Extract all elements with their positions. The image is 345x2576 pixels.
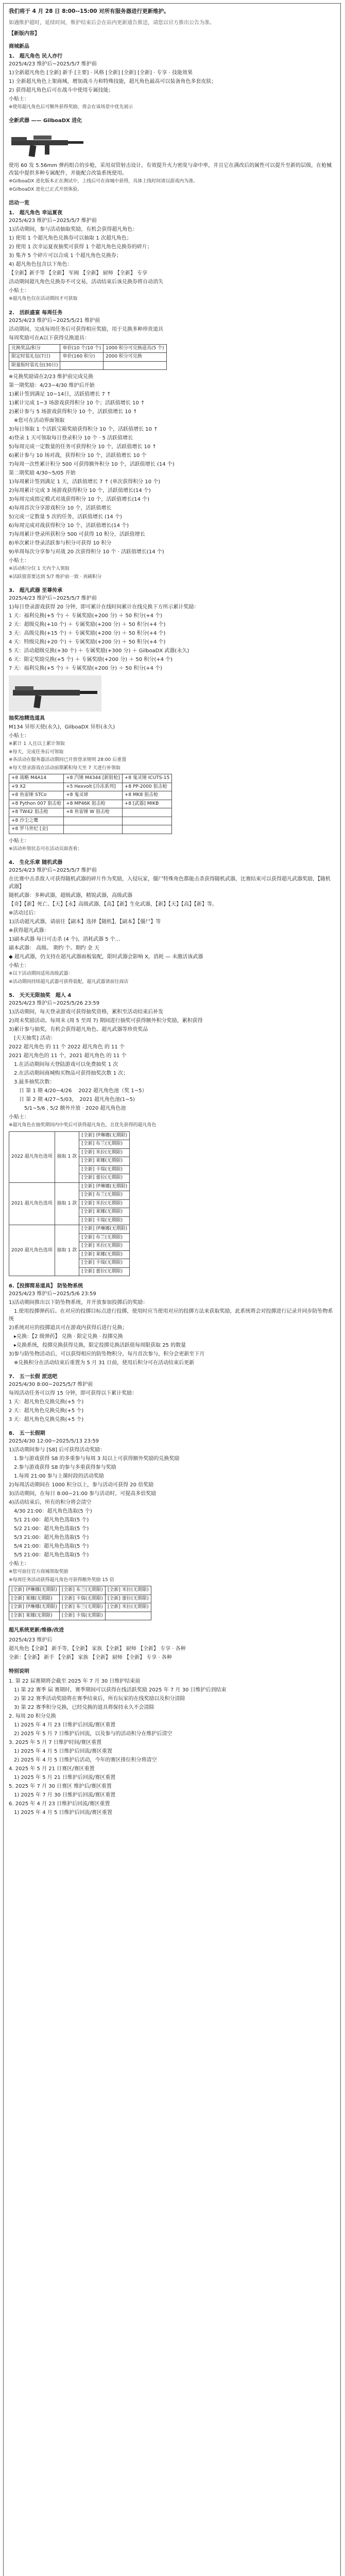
fix-item: 4. 2025 年 5 月 21 日赛区/赛区重置 [9,1766,95,1772]
e2-line: 9)单周每次分享参与对战 20 次获得积分 10 个 ⋅ 活跃值增长(14 个) [9,549,164,555]
table-cell: [全新] 卡瑞(无期限) [59,1612,105,1620]
intro: 如遇维护超时，延续时间，维护结束后会在站内更新通告推送，请您以官方推出公告为准。 [9,20,215,26]
e5-line: 2022 超凡角色 的 11 个 2022 超凡角色 的 11 个 [9,1044,125,1050]
e7-line: 2 天：超凡角色兑换兑换(+5 个) [9,1408,84,1414]
table-row [9,361,167,370]
e4-line: 1)活动超凡武器，请前往【副本】选择【随机】，【副本】【僵尸】等 [9,919,161,925]
pool-count: 抽取 1 款 [55,1225,79,1276]
sys-time: 2025/4/23 维护后 [9,1637,53,1643]
e2-line: 1)累计完成 1~3 场游戏获得积分 10 个；活跃值增长 10 ↑ [9,400,145,406]
e6-line: ▸兑换：【2 级弹药】 兑换 ⋅ 限定兑换 ⋅ 投掷兑换 [9,1334,123,1340]
section-events: 活动一览 [9,200,29,207]
table-row [9,783,172,791]
event-7 [9,1373,335,1423]
pool-item: [全新] 莱娜(无期限) [79,1250,130,1259]
e1-line: 3) 集齐 5 个碎片可以合成 1 个超凡角色兑换券； [9,253,122,259]
event-8 [9,1430,335,1620]
sys-line: 超凡角色【全新】 新手等，【全新】 家族 【全新】 厨师 【全新】 专享 ⋅ 各种 [9,1646,186,1652]
e8-note: 小贴士： [9,1561,29,1567]
w2-desc3: ※GilboaDX 进化已正式开放体验。 [9,187,82,192]
e3-table [9,774,172,834]
pool-item: [全新] 米拉(无期限) [79,1242,130,1251]
e6-line: 1.使用投掷弹药后。在对应的投掷目标点进行投掷，使用时应当使用对应的投掷方法来获取奖励，此系统将会对投掷进行记录并同步防坠物系统 [9,1309,333,1323]
fix-item: 2) 第 22 赛季活动奖励将在赛季结束后，所有玩家的在线奖励以及积分清除 [9,1696,185,1702]
e2-line: 4)每周首次分享游戏积分 10 个，活跃值增长 [9,505,112,512]
table-row [9,817,172,825]
e5-note2: ※超凡角色在抽奖期间内中奖后可获得超凡角色，且优先获得的超凡角色 [9,1123,157,1128]
table-row [9,774,172,783]
table-row [9,791,172,800]
e8-line: 5/4 21:00：超凡角色选取(5 个) [9,1544,89,1550]
e2-note-line: ※活动积分仅 1 天内个人领取 [9,566,70,572]
e8-note3: ※每周任务活动获得超凡角色可获得额外奖励 15 倍 [9,1577,114,1583]
e5-line: 2.在活动期间商城购买物品可获得抽奖次数 1 次； [9,1071,129,1077]
fix-items [9,1677,335,1817]
e2-note: 小贴士： [9,558,29,564]
e6-lines [9,1299,335,1367]
e3-time: 2025/4/23 维护后~2025/5/7 维护前 [9,596,97,602]
table-cell: 兑换奖品/积分 [9,344,60,353]
table-cell: 单价(10 个/10 个) [60,344,104,353]
e2-line: 5)完成一定数量 5 次的任务，活跃值增长 (14 个) [9,514,122,520]
e5-line: 2021 超凡角色的 11 个，2021 超凡角色 的 11 个 [9,1053,127,1059]
fix-item: 1) 第 22 赛季 届 赛期时，赛季期间可以获得在线活跃奖励 2025 年 7 月 30 日维护后到结束 [9,1687,227,1693]
fix-item: 1) 2025 年 5 月 21 日维护后回流/赛区重置 [9,1775,116,1781]
table-cell: +8 鬼灵球 [64,791,123,800]
e3-line: 7 天：福利兑换(+5 个) ＋ 专属奖励(+200 分) ＋ 50 积分(+4 个) [9,666,163,672]
fix-item: 3) 第 22 赛季积分兑换，已经兑换的道具将保持永久不会清除 [9,1705,154,1711]
e6-line: 1)活动期间推出以下防坠物系统，并开放参加投掷后的奖励： [9,1300,148,1306]
e3-line: 2 天：超级兑换(+10 个) ＋ 专属奖励(+200 分) ＋ 50 积分(+4 个) [9,622,166,628]
e2-time: 2025/4/23 维护后~2025/5/21 维护前 [9,317,100,324]
fix-item: 5. 2025 年 7 月 30 日赛区 维护后/赛区重置 [9,1784,112,1790]
fix-item: 2) 2025 年 4 月 5 日维护后活动，今年的赛区排位积分将清空 [9,1757,157,1764]
event-5 [9,992,335,1276]
e2-line: 6)每周完成对战获得积分 10 个，活跃值增长(14 个) [9,523,129,529]
e4-line: 副本武器： 高级。 期约 个。期约 金 天 [9,945,99,952]
e2-note-line: ※活跃值需要达到 5/7 维护前一致 ⋅ 再刷积分 [9,574,102,580]
e8-line: 1)活动期间参与 [S8] 后可获得活动奖励： [9,1447,106,1453]
e1-line: 1)活动期间，参与活动抽取奖励，有机会获得超凡角色： [9,227,138,233]
e1-line: 活动期间超凡角色兑换券不可交易，活动结束后该兑换券将自动消失 [9,279,163,285]
e8-line: 5/1 21:00：超凡角色选取(5 个) [9,1517,89,1523]
pool-name: 2020 超凡角色选项 [9,1225,55,1276]
e8-line: 5/2 21:00：超凡角色选取(5 个) [9,1526,89,1532]
table-cell [64,817,123,825]
e5-line: 3)累计参与抽奖，有机会获得超凡角色、超凡武器等珍贵奖品 [9,1027,148,1033]
e3-subtitle2: ※每天登录游戏在活动前期累积每天至 7 天进行补领取 [9,765,120,771]
rifle-image-2 [9,675,101,711]
table-cell: [全新] 布兰(无期限) [59,1603,105,1612]
e3-note: 小贴士： [9,733,29,739]
e2-lines2 [9,373,335,556]
pool-count: 抽取 1 款 [55,1131,79,1182]
section-sys: 超凡系统更新/维修/改进 [9,1628,64,1634]
e3-line: 1 天：福利兑换(+5 个) ＋ 专属奖励(+200 分) ＋ 50 积分(+4 个) [9,613,163,619]
table-cell: [全新] 米拉(无期限) [105,1586,151,1595]
table-cell: +8 PP-2000 狙击枪 [122,783,171,791]
e8-title: 8. 五一长假期 [9,1431,45,1437]
table-cell [104,361,166,370]
pool-item: [全新] 伊琳娜(无期限) [79,1182,130,1191]
e2-title: 2. 活跃盛宴 每周任务 [9,310,63,316]
e3-note3: ※活动补领状态可在活动页面查看； [9,846,82,852]
table-row [9,344,167,353]
section-fix: 特别说明 [9,1669,29,1675]
e8-line: 3)活动期间，在每日 8:00~21:00 参与活动时，可提高多倍奖励 [9,1491,157,1497]
w1-note2: ※使用超凡角色后可额外获得奖励，将会在该场景中优先展示 [9,104,133,110]
e2-line: 2)累计参与 5 场游戏获得积分 10 个，活跃值增长 10 ↑ [9,409,137,415]
e8-table [9,1586,151,1620]
e8-lines [9,1446,335,1559]
e5-line: 日 第 1 期 4/20~4/26 2022 超凡角色池（奖 1~5） [9,1088,147,1094]
w1-time: 2025/4/23 维护后~2025/5/7 维护前 [9,61,97,67]
sys-block [9,1636,335,1662]
e2-line: 3)每日领取 1 个活跃宝箱奖励获得积分 10 个，活跃值增长 10 ↑ [9,427,158,433]
e8-time: 2025/4/30 12:00~2025/5/13 23:59 [9,1438,99,1445]
fix-item: 1) 2025 年 4 月 23 日维护后回流/赛区重置 [9,1722,116,1728]
table-row [9,1603,151,1612]
e7-line: 1 天：超凡角色兑换兑换(+5 个) [9,1399,84,1405]
e5-note: 小贴士： [9,1114,29,1121]
pool-item: [全新] 卡瑞(无期限) [79,1165,130,1174]
e4-note2: ※以下活动期间适用高级武器： [9,971,73,977]
pool-item: [全新] 布兰(无期限) [79,1191,130,1200]
table-cell [122,817,171,825]
table-cell: +8 鱼雷锤 STCo [9,791,64,800]
e3-line: 6 天：限定奖励兑换(+5 个) ＋ 专属奖励(+200 分) ＋ 50 积分(+4 个) [9,657,173,663]
e3-title: 3. 超凡武器 至尊传承 [9,588,63,594]
pool-item: [全新] 伊琳娜(无期限) [79,1131,130,1140]
e3-note-line: ※累计 1 人且以上累计领取 [9,741,65,747]
e2-line: 1)每周累计签到满足 1 天，活跃值增长 7 ↑ (单次获得积分 10 个) [9,479,161,485]
e2-table [9,344,167,370]
e3-note-line: ※每天，完成任务后可领取 [9,749,64,755]
table-cell: [全新] 莱娜(无期限) [9,1595,60,1603]
pool-item: [全新] 莱娜(无期限) [79,1157,130,1166]
table-row [9,800,172,808]
e3-line: 3 天：高级兑换(+15 个) ＋ 专属奖励(+200 分) ＋ 50 积分(+4 个) [9,631,166,637]
table-cell: +9 X2 [9,783,64,791]
e8-line: 4/30 21:00：超凡角色选取(5 个) [9,1509,92,1515]
table-cell: +8 MP46K 狙击枪 [64,800,123,808]
e8-line: 4)活动结束后，所有的积分将会清空 [9,1500,92,1506]
pool-item: [全新] 莱娜(无期限) [79,1208,130,1217]
e1-line: 1) 使用 1 个超凡角色兑换券可以抽取 1 次超凡角色； [9,235,132,242]
table-cell: +8 [武器] MIKB [122,800,171,808]
rifle-image [9,128,86,159]
fix-item: 6. 2025 年 4 月 23 日维护后回流/赛区重置 [9,1801,110,1807]
table-row [9,1612,151,1620]
w1-detail: 1) 全新超凡角色上架商城，增加战斗力和特殊技能，超凡角色最高可以装备角色多套皮肤； [9,78,217,84]
table-cell: [全新] 伊琳娜(无期限) [9,1586,60,1595]
e8-line: 5/5 21:00：超凡角色选取(5 个) [9,1552,89,1558]
table-cell: +8 Python 007 狙击枪 [9,800,64,808]
tag-new: 【新版内容】 [9,30,40,37]
e6-title: 6.【投掷简易道具】 防坠物系统 [9,1283,83,1290]
event-4 [9,859,335,986]
e2-line: ※兑换奖励请在2/23 维护前完成兑换 [9,374,94,380]
e8-line: 2)每周活动期间在 1000 积分以上，参与活动可获得 20 倍奖励 [9,1482,154,1488]
e4-line: 随机武器：多种武器，超级武器，精锐武器，高级武器 [9,893,132,899]
e3-lines [9,603,335,672]
e2-line: 第一期奖励：4/23~4/30 维护后开始 [9,383,95,389]
e8-line: 1.每周 21:00 参与上课时段的活动奖励 [9,1473,104,1480]
e8-line: 5/3 21:00：超凡角色选取(5 个) [9,1535,89,1541]
table-cell [64,825,123,834]
table-cell: +5 Hexvolt [冷冻系列] [64,783,123,791]
table-cell: 2000 积分可兑换 [104,353,166,362]
notice-frame [3,3,341,2576]
table-cell: +8 鱼雷锤 W 狙击枪 [64,808,123,817]
table-cell [105,1612,151,1620]
e1-line: 2) 使用 1 次幸运夏夜抽奖可获得 1 个超凡角色兑换券的碎片； [9,244,152,250]
fix-item: 2. 每周 20 积分兑换 [9,1714,56,1720]
e4-note3: ※活动期间持续超凡武器可获得装配，超凡武器请前往商店 [9,979,129,985]
table-cell [122,808,171,817]
e5-line: 5/1~5/6 , 5/2 额外开放 ⋅ 2020 超凡角色池 [9,1106,126,1112]
e2-line: 活动期间，完成每周任务后可获得相应奖励，用于兑换多种珍贵道具 [9,326,163,332]
e4-line: ◆ 超凡武器，仍支持在超凡武器面板装配，限时武器会影响 X，消耗 — 未激活该武器 [9,954,203,960]
table-cell: +8 MK8 狙击枪 [122,791,171,800]
table-cell: [全新] 蕾拉(无期限) [105,1595,151,1603]
e4-line: 1)副本武器 每日可击杀 (4 个)，消耗武器 5 个… [9,937,120,943]
e5-line: [天天抽奖] 活动： [9,1036,56,1042]
w2-desc: 使用 60 发 5.56mm 弹药组合的步枪，采用双管射击设计，有效提升火力密度与命中率，并且它在满改后的属性可以提升至新的层级，在枪械改装中提供多种专属配件，并能配合改装系统使用。 [9,163,332,177]
e3-pool-desc: M134 异形天使(永久)，GilboaDX 异形(永久) [9,724,115,731]
e3-line: 5 天：活动超级兑换(+30 个) ＋ 专属奖励(+300 分) ＋ GilboaDX 武器(永久) [9,648,189,654]
table-row [9,1586,151,1595]
e8-note2: ※您可前往官方商城领取奖励 [9,1569,68,1575]
fix-item: 3. 2025 年 5 月 7 日维护时间/赛区重置 [9,1740,102,1746]
pool-row [9,1131,130,1140]
pool-row [9,1225,130,1234]
pool-item: [全新] 布兰(无期限) [79,1140,130,1149]
pool-item: [全新] 布兰(无期限) [79,1233,130,1242]
fix-item: 1) 2025 年 4 月 5 日维护后回流/赛区重置 [9,1749,112,1755]
e7-title: 7. 五一长假 派送吧 [9,1374,58,1380]
pool-item: [全新] 卡瑞(无期限) [79,1259,130,1268]
e1-title: 1. 超凡角色 幸运夏夜 [9,210,63,216]
e4-line: ※获得超凡武器： [9,928,49,934]
pool-item: [全新] 蕾拉(无期限) [79,1267,130,1276]
e4-line: ※活动过后： [9,910,39,917]
w1-detail2: 2) 获得超凡角色后可在战斗中使用专属技能； [9,87,114,93]
e3-subtitle: ※各活动在服务器活动期间已开放登录规则 28:00 后重置 [9,757,127,763]
e7-time: 2025/4/30 8:00~2025/5/7 维护前 [9,1382,93,1388]
weapon-2 [9,117,335,193]
e1-line: 【全新】新手等 【全新】 军阀 【全新】 厨师 【全新】 专享 [9,270,148,277]
e2-line: 3)每周完成指定模式对战获得积分 10 个，活跃值增长(14 个) [9,497,150,503]
e3-pool-title: 抽奖池精选道具 [9,716,45,722]
w1-note: 小贴士： [9,96,29,102]
table-cell: 限量版时装礼包(30日) [9,361,60,370]
e5-line: 3.最多抽奖次数： [9,1079,55,1086]
e6-line: ▸兑换系统，投掷兑换获得兑换，限定投掷兑换活跃值每周限获取 25 的数量 [9,1343,186,1349]
event-1 [9,209,335,303]
table-row [9,353,167,362]
e7-line: 每周活动任务可以得 15 分钟，即可获得以下累计奖励： [9,1391,137,1397]
table-cell: 单价(160 积分) [60,353,104,362]
pool-item: [全新] 蕾拉(无期限) [79,1174,130,1183]
e2-line: 5)每周完成一定数量的任务可获得积分 10 个，活跃值增长 10 ↑ [9,444,157,450]
e4-lines [9,875,335,961]
table-row [9,808,172,817]
w2-title: 全新武器 —— GilboaDX 进化 [9,118,82,124]
fix-item: 1. 第 22 届赛期将会截至 2025 年 7 月 30 日维护结束前 [9,1679,141,1685]
w1-title: 1. 超凡角色 民人亦行 [9,53,63,59]
table-cell: +8 TW42 狙击枪 [9,808,64,817]
e2-line: 1)累计签到满足 10~14日，活跃值增长 7 ↑ [9,392,111,398]
section-weapons: 商城新品 [9,43,29,49]
table-cell: +8 汽锤 M4344 [新狙枪] [64,774,123,783]
table-cell: [全新] 米拉(无期限) [105,1603,151,1612]
e5-pool-table [9,1131,130,1277]
table-cell: +8 鬼灵锤 ICUTS-15 [122,774,171,783]
event-3 [9,587,335,853]
pool-item: [全新] 米拉(无期限) [79,1199,130,1208]
fix-item: 2) 2025 年 5 月 7 日维护后回流，以及参与的活动积分在维护后清空 [9,1731,173,1737]
pool-item: [全新] 伊琳娜(无期限) [79,1225,130,1234]
e1-note: 小贴士： [9,288,29,294]
sys-line2: 全新：【全新】 新手 【全新】 家族 【全新】 厨师 【全新】 专享 ⋅ 各种 [9,1655,172,1661]
table-cell [60,361,104,370]
e5-line: 2)周末奖励活动。每周末 (周 5 至周 7) 期间进行抽奖可获得额外积分奖励，累积获得 [9,1018,203,1024]
table-cell: 1000 积分可兑换道具(5 个) [104,344,166,353]
e4-line: 在比赛中击杀敌人可获得随机武器的碎片作为奖励，入侵玩家，僵尸特殊角色都能击杀获得随机武器，比赛结束可以获得超凡武器奖励，【随机武器】 [9,876,331,890]
fix-item: 1) 2025 年 4 月 5 日维护后回流/赛区重置 [9,1810,112,1816]
event-2 [9,309,335,581]
e5-title: 5. 天天无限抽奖 超人 4 [9,993,72,999]
e2-line: ※您可在活动界面领取 [9,418,65,424]
e3-note2: 小贴士： [9,838,29,844]
table-cell: +8 罗马世纪 [金] [9,825,64,834]
e6-time: 2025/4/23 维护后~2025/5/6 23:59 [9,1291,96,1297]
e2-line: 第二期奖励 4/30~5/05 开始 [9,470,76,477]
weapon-1 [9,53,335,111]
w1-desc: 1)全新超凡角色 [全新] 新手 [主要] ⋅ 风格 [全新] [全新] [全新] ⋅ 专享 ⋅ 技能效果 [9,70,193,76]
e4-note: 小贴士： [9,963,29,969]
fix-item: 1) 2025 年 7 月 30 日维护后回流/赛区重置 [9,1792,116,1799]
e2-line: 4)登录 1 天可领取每日登录积分 10 个 ⋅ 5 活跃值增长 [9,435,133,442]
table-cell [122,825,171,834]
e3-line: 4 天：特级兑换(+20 个) ＋ 专属奖励(+200 分) ＋ 50 积分(+4 个) [9,639,166,646]
e1-note2: ※超凡角色仅在活动期间才可获取 [9,296,78,302]
e2-line: 6)累计参与 10 场对战，获得积分 10 个，活跃值增长 10 个 [9,453,147,459]
e2-line: 每周奖励可在A以下获得兑换道具： [9,335,90,341]
pool-name: 2022 超凡角色选项 [9,1131,55,1182]
e6-line: ※兑换积分在活动结束后重置为 5 月 31 日前，使用后积分可在活动结束后更新 [9,1360,195,1366]
headline: 我们将于 4 月 28 日 8:00--15:00 对所有服务器进行更新维护。 [9,8,169,14]
e1-time: 2025/4/23 维护后~2025/5/7 维护前 [9,218,97,224]
e7-lines [9,1389,335,1423]
table-row [9,825,172,834]
e2-line: 7)每周一次性累计积分 500 可获得额外积分 10 个，活跃值增长 (14 个) [9,462,175,468]
e5-line: 日 第 2 期 4/27~5/03， 2021 超凡角色池(1~5) [9,1097,135,1103]
e5-line: 1)活动期间，每天登录游戏可获得抽奖资格，累积至活动结束后补发 [9,1009,164,1015]
table-row [9,1595,151,1603]
e8-line: 1.参与游戏获得 S8 的多重参与每周 3 局以上可获得额外奖励的兑换奖励 [9,1456,180,1462]
w2-desc2: ※GilboaDX 进化版本正在测试中，上线后可在商城中获得，具体上线时间请以游戏内为准。 [9,179,198,184]
table-cell: [全新] 伊琳娜(无期限) [9,1603,60,1612]
e7-line: 3 天：超凡角色兑换兑换(+5 个) [9,1417,84,1423]
e3-line: 1)每日登录游戏获得 20 分钟，即可累计在线时间累计在线兑换下方所示累计奖励： [9,604,199,611]
e4-line: 【奇】【新】死亡、【天】【永】高级武器，【高】【新】生化武器，【新】【天】【高】【新】等。 [9,902,217,908]
table-cell: [全新] 布兰(无期限) [59,1586,105,1595]
table-cell: 限定时装礼包(7日) [9,353,60,362]
e5-lines [9,1008,335,1112]
pool-item: [全新] 米拉(无期限) [79,1148,130,1157]
e6-line: 3)参与防坠物活动后，可以获得相应的防坠物积分，每月首次参与，积分会更新至下月 [9,1351,205,1358]
e2-line: 8)单次累计登录活跃参与积分可获得 10 积分 [9,540,112,547]
pool-row [9,1182,130,1191]
event-6 [9,1282,335,1367]
pool-count: 抽取 1 款 [55,1182,79,1225]
e4-title: 4. 生化乐章 随机武器 [9,860,63,866]
e4-time: 2025/4/23 维护后~2025/5/7 维护前 [9,868,97,874]
e8-line: 2.参与游戏获得 S8 的参与多重获得参与奖励 [9,1465,116,1471]
e2-line: 7)每周累计登录所获积分 500 可获得 10 积分，活跃值增长 [9,532,145,538]
table-cell: +8 沙尘之鹰 [9,817,64,825]
e1-line: 4) 超凡角色包含以下角色： [9,262,73,268]
table-cell: [全新] 莱娜(无期限) [9,1612,60,1620]
pool-name: 2021 超凡角色选项 [9,1182,55,1225]
pool-item: [全新] 卡瑞(无期限) [79,1216,130,1225]
table-cell: +8 战略 M4A14 [9,774,64,783]
e6-line: 2)系统对应的投掷道具可在游戏内获得后进行兑换； [9,1325,128,1331]
e5-time: 2025/4/23 维护后~2025/5/26 23:59 [9,1001,100,1007]
e5-line: 1.在活动期间每天登陆游戏可以免费抽奖 1 次 [9,1062,118,1068]
e2-line: 2)每周累计完成 3 场游戏获得积分 10 个，活跃值增长(14 个) [9,488,151,494]
e1-lines [9,226,335,286]
table-cell: [全新] 卡瑞(无期限) [59,1595,105,1603]
